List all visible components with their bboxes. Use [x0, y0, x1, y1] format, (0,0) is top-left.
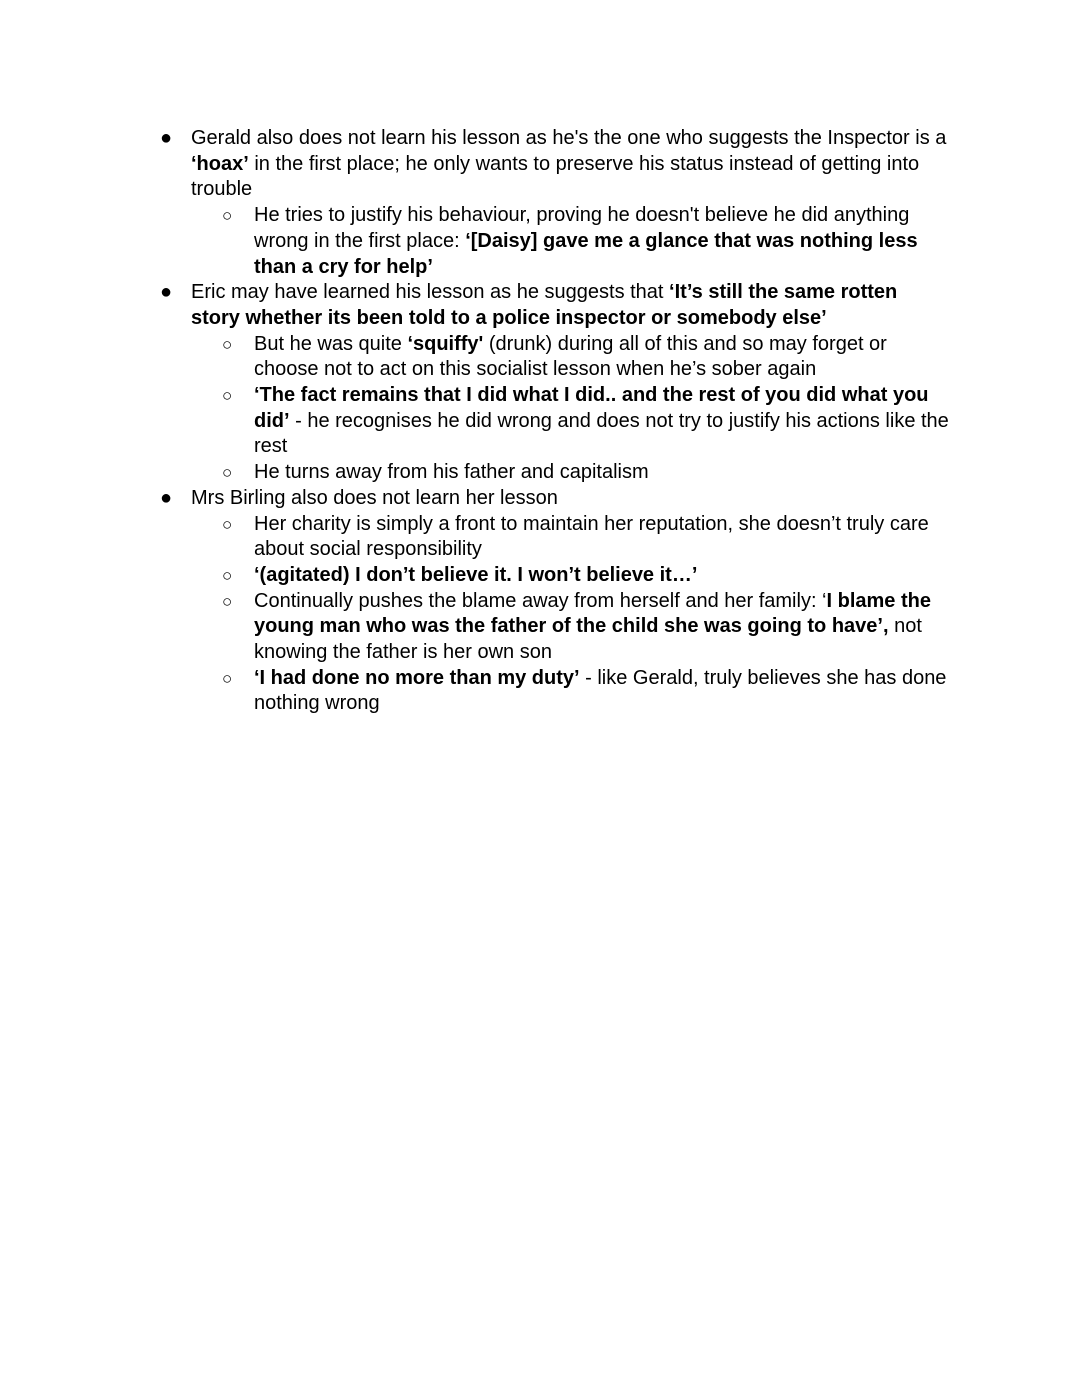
hollow-bullet-icon: ○: [222, 334, 233, 354]
hollow-bullet-icon: ○: [222, 565, 233, 585]
body-text: Mrs Birling also does not learn her lesson: [191, 486, 558, 509]
bullet-item: [0, 486, 951, 512]
hollow-bullet-icon: ○: [222, 514, 233, 534]
bullet-item: [0, 126, 951, 203]
quote-text: ‘squiffy': [407, 332, 484, 355]
sub-bullet-item: [0, 383, 954, 460]
sub-bullet-item: [0, 589, 954, 666]
hollow-bullet-icon: ○: [222, 386, 233, 406]
hollow-bullet-icon: ○: [222, 206, 233, 226]
filled-bullet-icon: ●: [160, 281, 173, 304]
sub-bullet-item: [0, 563, 954, 589]
quote-text: ‘The fact remains that I did what I did.. and the rest of you did what you did’: [254, 384, 929, 432]
hollow-bullet-icon: ○: [222, 463, 233, 483]
filled-bullet-icon: ●: [160, 127, 173, 149]
body-text: But he was quite: [254, 332, 408, 355]
filled-bullet-icon: ●: [160, 486, 173, 509]
sub-bullet-item: [0, 666, 954, 717]
body-text: in the first place; he only wants to preserve his status instead of getting into trouble: [191, 152, 920, 201]
bullet-item: [0, 280, 951, 331]
body-text: - he recognises he did wrong and does not try to justify his actions like the rest: [254, 409, 949, 458]
body-text: He tries to justify his behaviour, proving he doesn't believe he did anything wrong in the first place:: [254, 204, 910, 252]
body-text: Continually pushes the blame away from herself and her family: ‘: [254, 589, 827, 612]
sub-bullet-item: [0, 512, 954, 563]
bullet-list: [0, 126, 1080, 717]
document-body: [0, 126, 1080, 717]
body-text: Eric may have learned his lesson as he suggests that: [191, 281, 670, 304]
body-text: - like Gerald, truly believes she has done nothing wrong: [254, 666, 947, 715]
hollow-bullet-icon: ○: [222, 591, 233, 611]
body-text: He turns away from his father and capitalism: [254, 461, 649, 484]
sub-bullet-item: [0, 203, 954, 280]
body-text: not knowing the father is her own son: [254, 615, 922, 664]
quote-text: ‘I had done no more than my duty’: [254, 666, 580, 689]
body-text: (drunk) during all of this and so may forget or choose not to act on this socialist lesson when he’s sober again: [254, 332, 887, 381]
quote-text: ‘(agitated) I don’t believe it. I won’t believe it…’: [254, 563, 698, 586]
hollow-bullet-icon: ○: [222, 668, 233, 688]
body-text: Gerald also does not learn his lesson as he's the one who suggests the Inspector is a: [191, 127, 947, 149]
sub-bullet-item: [0, 460, 954, 486]
quote-text: ‘hoax’: [191, 152, 249, 175]
quote-text: ‘It’s still the same rotten story whether its been told to a police inspector or somebody else’: [191, 281, 898, 329]
quote-text: ‘[Daisy] gave me a glance that was nothing less than a cry for help’: [254, 229, 918, 278]
quote-text: I blame the young man who was the father of the child she was going to have’,: [254, 589, 931, 638]
sub-bullet-item: [0, 332, 954, 383]
body-text: Her charity is simply a front to maintain her reputation, she doesn’t truly care about social responsibility: [254, 512, 929, 561]
